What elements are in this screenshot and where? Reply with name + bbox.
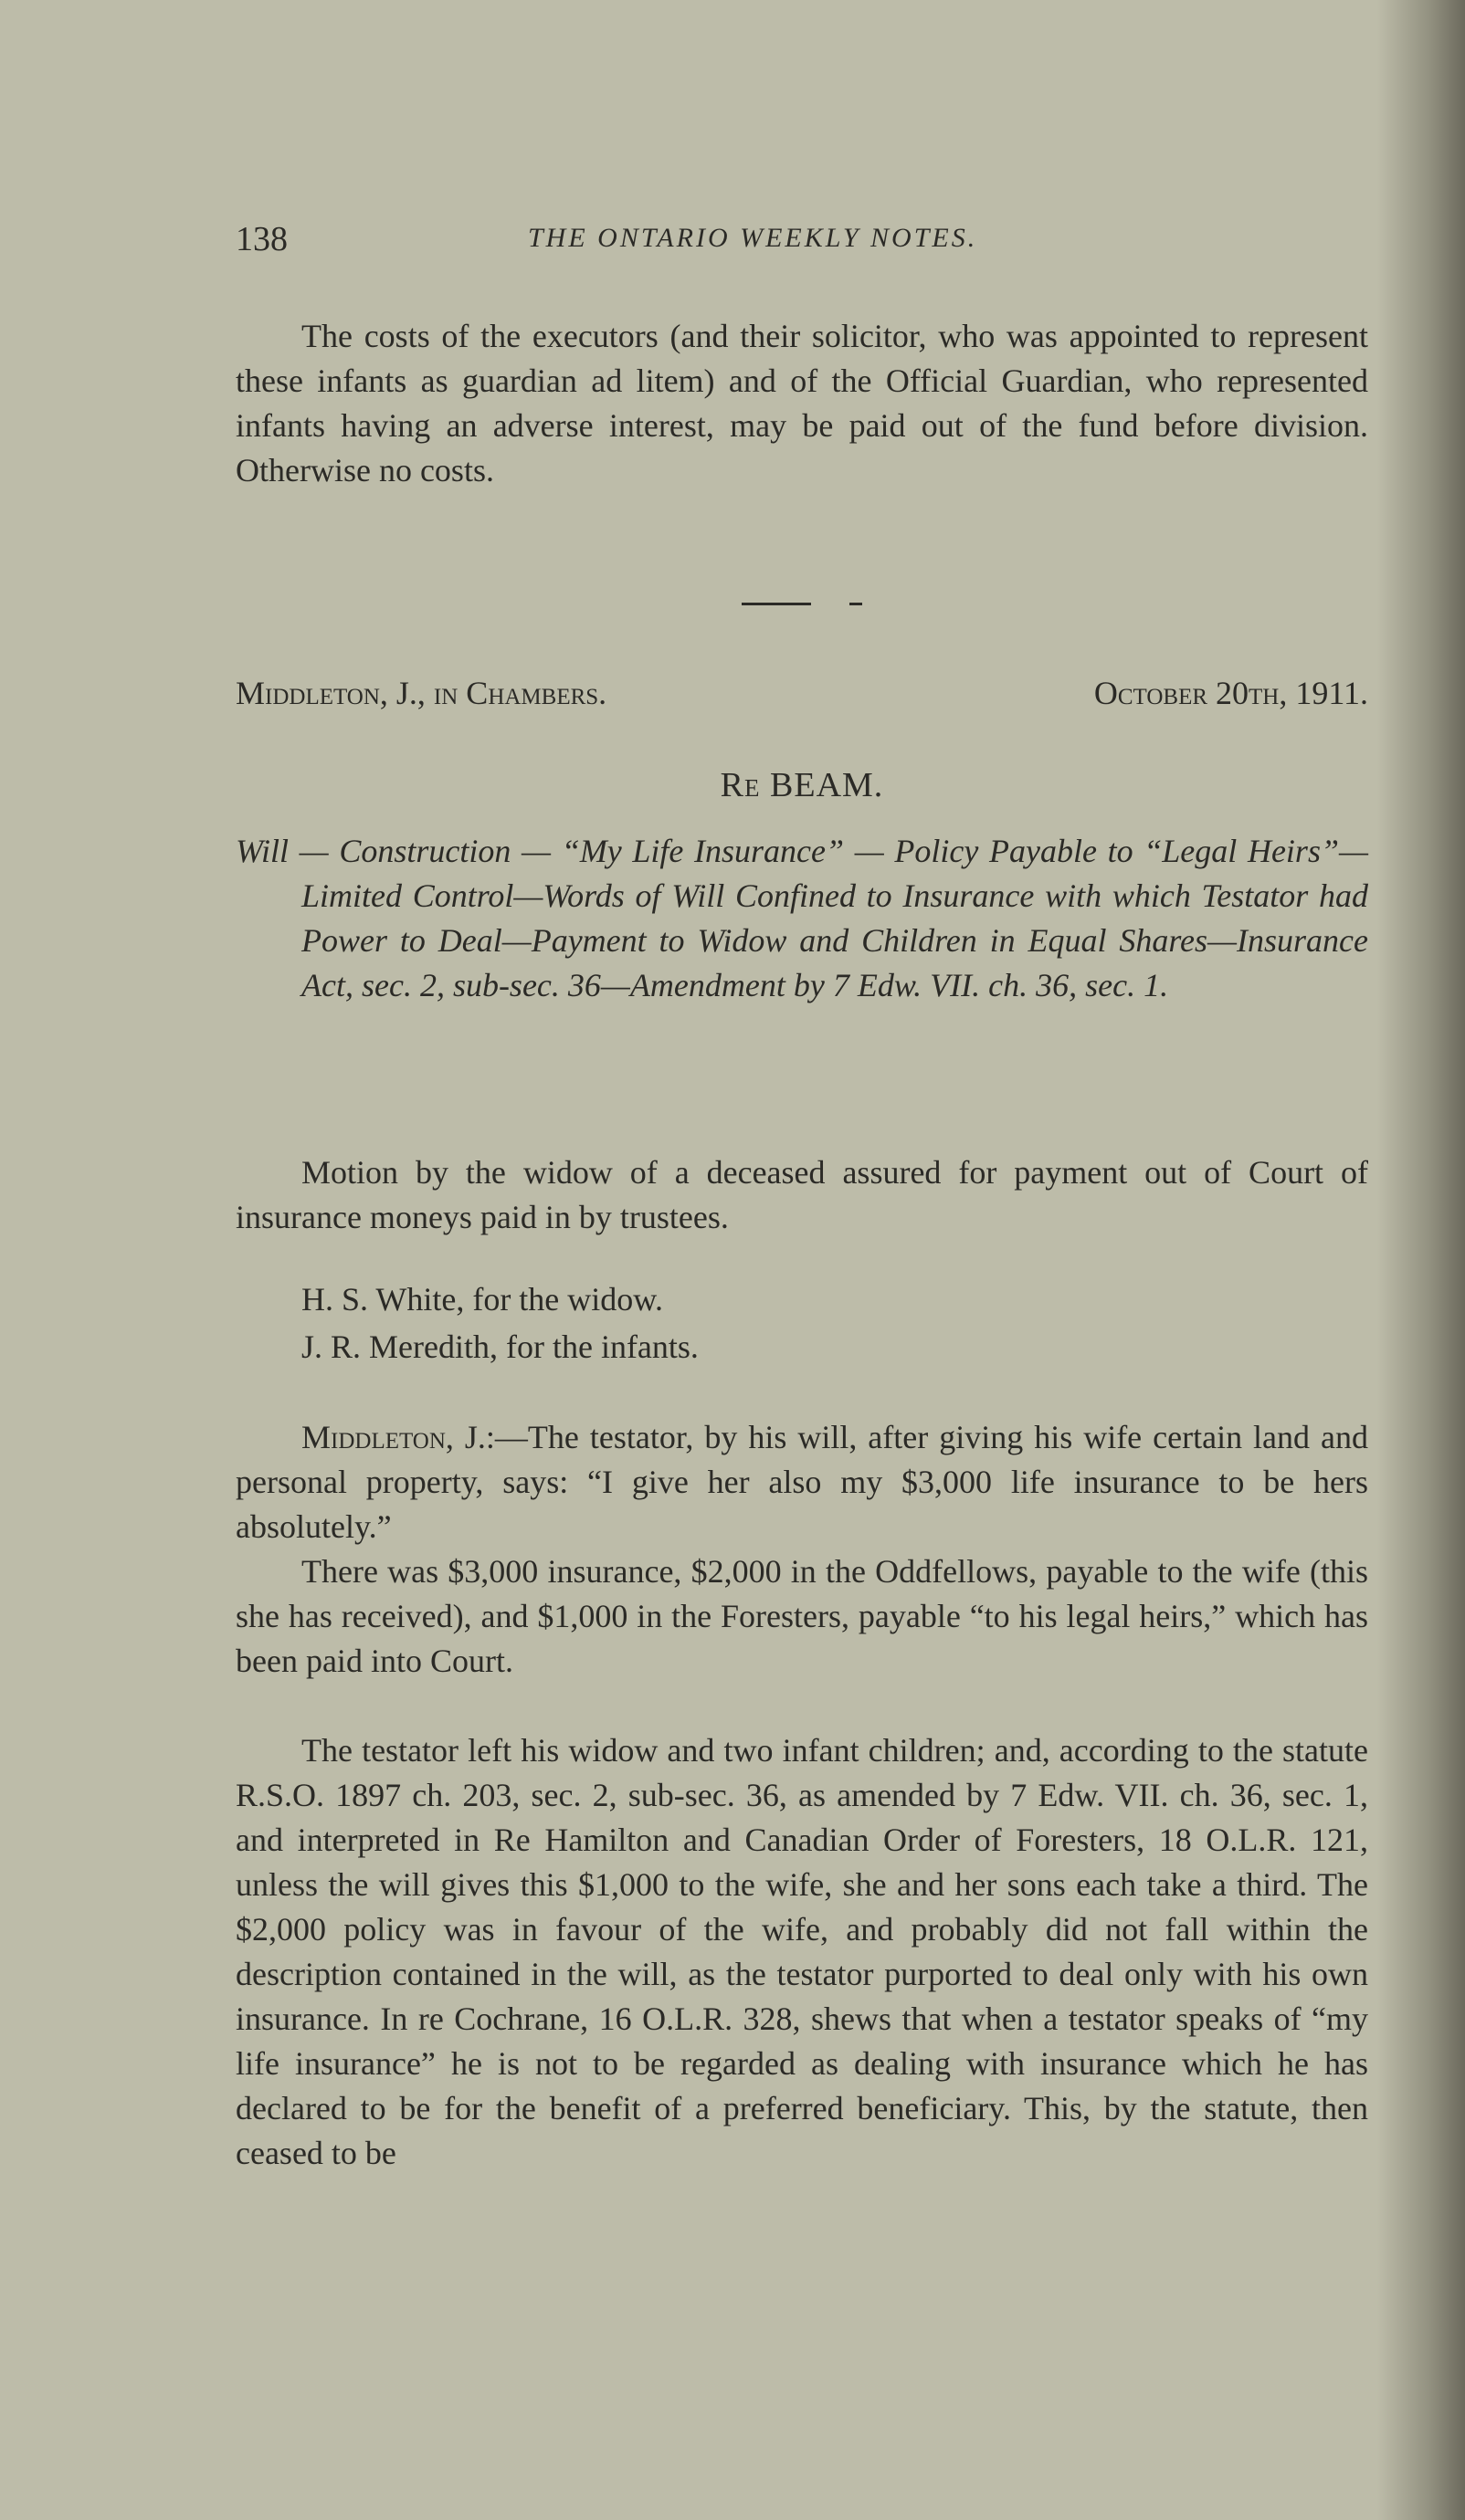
- headnote: Will — Construction — “My Life Insurance” — Policy Payable to “Legal Heirs”—Limited Control—Words of Will Confined to Insurance with which Testator had Power to Deal—Payment to Widow and Children in Equal Shares—Insurance Act, sec. 2, sub-sec. 36—Amendment by 7 Edw. VII. ch. 36, sec. 1.: [236, 833, 1368, 1003]
- costs-paragraph: The costs of the executors (and their solicitor, who was appointed to represent these infants as guardian ad litem) and of the Official Guardian, who represented infants having an adverse interest, may be paid out of the fund before division. Otherwise no costs.: [236, 318, 1368, 488]
- judgment-author: Middleton, J.: [301, 1419, 486, 1455]
- page-number: 138: [236, 220, 288, 258]
- journal-title: THE ONTARIO WEEKLY NOTES.: [528, 223, 978, 253]
- judgment-opening: :—The testator, by his will, after giving his wife certain land and personal property, says: “I give her also my $3,000 life insurance to be hers absolutely.”: [236, 1419, 1368, 1545]
- section-divider-tick: [849, 603, 862, 605]
- motion-paragraph: Motion by the widow of a deceased assured for payment out of Court of insurance moneys paid in by trustees.: [236, 1154, 1368, 1235]
- counsel-widow: H. S. White, for the widow.: [301, 1281, 663, 1318]
- court-line: [236, 674, 1368, 712]
- court-name: Middleton, J., in Chambers.: [236, 675, 607, 711]
- running-head: [236, 219, 1368, 274]
- judgment-paragraph-2: There was $3,000 insurance, $2,000 in the Oddfellows, payable to the wife (this she has received), and $1,000 in the Foresters, payable “to his legal heirs,” which has been paid into Court.: [236, 1553, 1368, 1679]
- section-divider: [742, 603, 811, 605]
- counsel-infants: J. R. Meredith, for the infants.: [301, 1328, 699, 1365]
- decision-date: October 20th, 1911.: [1093, 675, 1368, 711]
- judgment-paragraph-3: The testator left his widow and two infant children; and, according to the statute R.S.O. 1897 ch. 203, sec. 2, sub-sec. 36, as amended by 7 Edw. VII. ch. 36, sec. 1, and interpreted in Re Hamilton and Canadian Order of Foresters, 18 O.L.R. 121, unless the will gives this $1,000 to the wife, she and her sons each take a third. The $2,000 policy was in favour of the wife, and probably did not fall within the description contained in the will, as the testator purported to deal only with his own insurance. In re Cochrane, 16 O.L.R. 328, shews that when a testator speaks of “my life insurance” he is not to be regarded as dealing with insurance which he has declared to be for the benefit of a preferred beneficiary. This, by the statute, then ceased to be: [236, 1732, 1368, 2171]
- case-name: Re BEAM.: [720, 766, 884, 804]
- judgment-paragraph-1: [236, 1415, 1368, 1549]
